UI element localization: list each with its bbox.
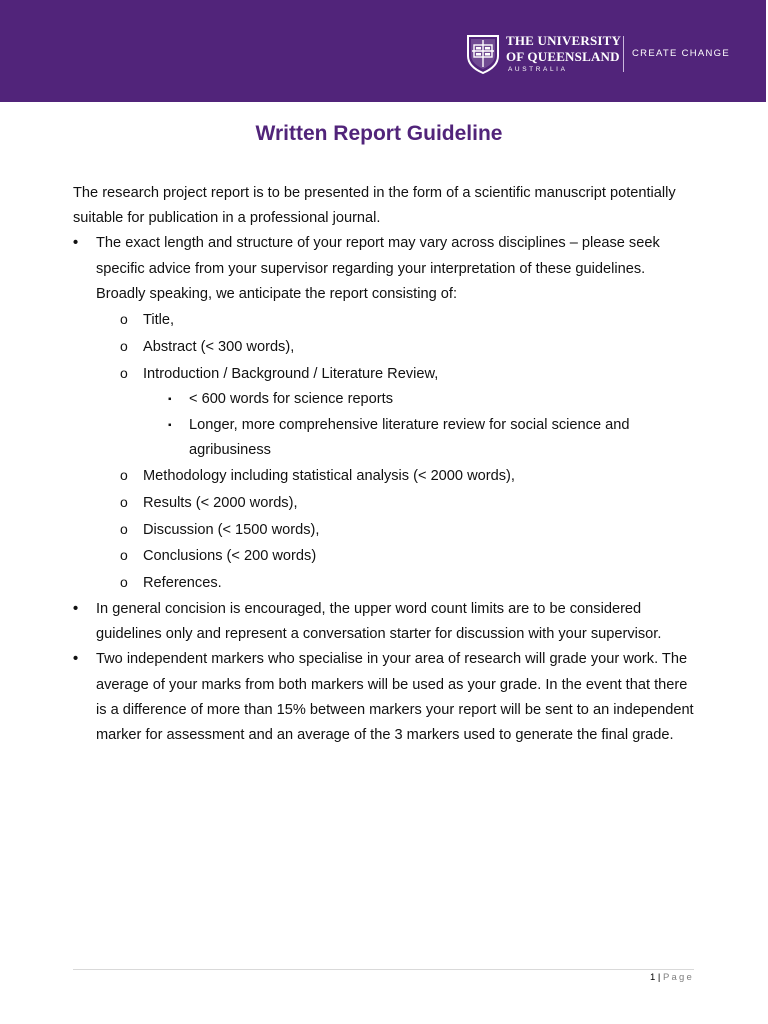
sub-bullet-marker: o [120, 311, 128, 328]
list-item-text: Introduction / Background / Literature Review, [143, 365, 439, 382]
uq-crest-icon [466, 34, 500, 74]
sub-bullet-marker: o [120, 467, 128, 484]
sub-bullet-marker: o [120, 547, 128, 564]
sub-bullet-marker: o [120, 337, 128, 354]
list-item [120, 361, 698, 463]
bullet-marker: • [73, 601, 79, 617]
list-item [120, 543, 698, 570]
square-bullet-marker: ▪ [168, 394, 172, 406]
list-item [120, 307, 698, 334]
main-bullet-list [73, 231, 698, 748]
list-item [166, 387, 698, 412]
list-item [166, 413, 698, 463]
list-item-text: Discussion (< 1500 words), [143, 521, 320, 538]
bullet-marker: • [73, 235, 79, 252]
university-wordmark [506, 34, 621, 74]
header-tagline: CREATE CHANGE [632, 48, 731, 59]
report-structure-list [120, 307, 698, 597]
sub-bullet-marker: o [120, 520, 128, 537]
page-number: 1 [649, 972, 656, 983]
bullet-text: The exact length and structure of your report may vary across disciplines – please seek specific advice from your supervisor regarding your interpretation of these guidelines. Broadly speaking, we anticipate the report consisting of: [96, 235, 660, 302]
list-item-text: < 600 words for science reports [189, 391, 394, 408]
university-name-line-2: OF QUEENSLAND [506, 49, 620, 64]
bullet-marker: • [73, 651, 79, 668]
sub-bullet-marker: o [120, 574, 128, 591]
sub-bullet-marker: o [120, 493, 128, 510]
list-item [120, 570, 698, 597]
list-item [120, 517, 698, 544]
page-separator: | [655, 972, 663, 983]
university-name-line-1: THE UNIVERSITY [506, 33, 622, 48]
bullet-text: Two independent markers who specialise in your area of research will grade your work. The average of your marks from both markers will be used as your grade. In the event that there is a difference of more than 15% between markers your report will be sent to an independent marker for assessment and an average of the 3 markers used to generate the final grade. [96, 651, 694, 744]
list-item [120, 463, 698, 490]
list-item-text: References. [143, 575, 222, 592]
header-banner [0, 0, 766, 102]
list-item-text: Abstract (< 300 words), [143, 338, 295, 355]
bullet-item [73, 597, 698, 647]
literature-review-list [166, 387, 698, 463]
list-item-text: Longer, more comprehensive literature review for social science and agribusiness [189, 416, 630, 458]
footer-divider [73, 969, 694, 970]
bullet-item [73, 647, 698, 748]
university-country: AUSTRALIA [508, 66, 568, 73]
list-item-text: Results (< 2000 words), [143, 494, 298, 511]
header-divider [623, 36, 624, 72]
sub-bullet-marker: o [120, 364, 128, 381]
intro-paragraph: The research project report is to be presented in the form of a scientific manuscript potentially suitable for publication in a professional journal. [73, 185, 676, 227]
document-title: Written Report Guideline [255, 122, 503, 145]
document-body [73, 181, 698, 748]
list-item-text: Methodology including statistical analysis (< 2000 words), [143, 468, 515, 485]
bullet-item [73, 231, 698, 597]
list-item-text: Title, [143, 312, 175, 329]
bullet-text: In general concision is encouraged, the upper word count limits are to be considered guidelines only and represent a conversation starter for discussion with your supervisor. [96, 601, 662, 643]
page-footer [600, 972, 694, 983]
square-bullet-marker: ▪ [168, 419, 172, 431]
page-label: Page [663, 972, 694, 983]
list-item [120, 334, 698, 361]
list-item [120, 490, 698, 517]
list-item-text: Conclusions (< 200 words) [143, 548, 317, 565]
